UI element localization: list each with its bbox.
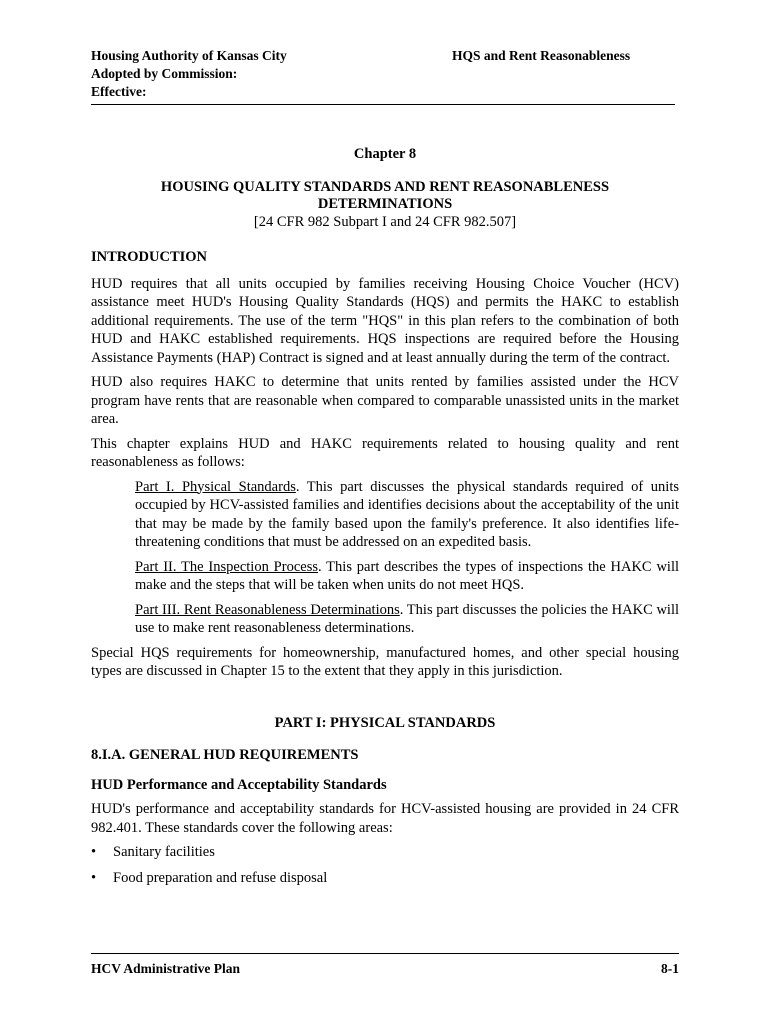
chapter-citation: [24 CFR 982 Subpart I and 24 CFR 982.507] bbox=[253, 214, 517, 230]
subsection-heading: HUD Performance and Acceptability Standards bbox=[91, 776, 387, 793]
page-body bbox=[91, 248, 679, 894]
standards-list bbox=[91, 843, 679, 887]
list-item: • Sanitary facilities bbox=[91, 843, 679, 862]
intro-paragraph-2: HUD also requires HAKC to determine that units rented by families assisted under the HCV program have rents that are reasonable when compared to comparable unassisted units in the market area. bbox=[91, 374, 679, 427]
part-item bbox=[135, 601, 679, 638]
part-description: . This part discusses the physical standards required of units occupied by HCV-assisted families and identifies decisions about the acceptability of the unit that may be made by the family based upon the family's preference. It also identifies life-threatening conditions that must be addressed on an expedited basis. bbox=[135, 478, 679, 550]
intro-paragraph-4: Special HQS requirements for homeownership, manufactured homes, and other special housing types are discussed in Chapter 15 to the extent that they apply in this jurisdiction. bbox=[91, 644, 679, 679]
header-right: HQS and Rent Reasonableness bbox=[452, 48, 631, 63]
header-left bbox=[91, 47, 287, 101]
part1-heading: PART I: PHYSICAL STANDARDS bbox=[274, 714, 496, 731]
header-effective: Effective: bbox=[91, 84, 147, 99]
intro-paragraph-1: HUD requires that all units occupied by families receiving Housing Choice Voucher (HCV) assistance meet HUD's Housing Quality Standards (HQS) and permits the HAKC to establish additional requirements. The use of the term "HQS" in this plan refers to the combination of both HUD and HAKC established requirements. HQS inspections are required before the Housing Assistance Payments (HAP) Contract is signed and at least annually during the term of the contract. bbox=[91, 275, 679, 366]
chapter-title-line2: DETERMINATIONS bbox=[317, 196, 453, 212]
part-description: . This part discusses the policies the HAKC will use to make rent reasonableness determinations. bbox=[135, 601, 679, 636]
part-title: Part III. Rent Reasonableness Determinations bbox=[135, 601, 400, 618]
header-rule bbox=[91, 104, 675, 105]
footer-rule bbox=[91, 953, 679, 954]
header-org: Housing Authority of Kansas City bbox=[91, 48, 287, 63]
part-title: Part II. The Inspection Process bbox=[135, 558, 318, 575]
list-item: • Food preparation and refuse disposal bbox=[91, 869, 679, 888]
chapter-title-line1: HOUSING QUALITY STANDARDS AND RENT REASONABLENESS bbox=[160, 179, 610, 195]
introduction-heading: INTRODUCTION bbox=[91, 249, 208, 265]
page-number: 8-1 bbox=[661, 961, 679, 976]
chapter-title bbox=[91, 179, 679, 213]
parts-list bbox=[91, 478, 679, 638]
intro-paragraph-3: This chapter explains HUD and HAKC requirements related to housing quality and rent reasonableness as follows: bbox=[91, 435, 679, 470]
part-item bbox=[135, 478, 679, 552]
section-heading: 8.I.A. GENERAL HUD REQUIREMENTS bbox=[91, 747, 359, 763]
chapter-label: Chapter 8 bbox=[353, 146, 417, 162]
part-item bbox=[135, 558, 679, 595]
header-adopted: Adopted by Commission: bbox=[91, 66, 238, 81]
standards-paragraph: HUD's performance and acceptability standards for HCV-assisted housing are provided in 24 CFR 982.401. These standards cover the following areas: bbox=[91, 801, 679, 836]
part-title: Part I. Physical Standards bbox=[135, 478, 296, 495]
footer-title: HCV Administrative Plan bbox=[91, 961, 241, 976]
part-description: . This part describes the types of inspections the HAKC will make and the steps that will be taken when units do not meet HQS. bbox=[135, 558, 680, 593]
